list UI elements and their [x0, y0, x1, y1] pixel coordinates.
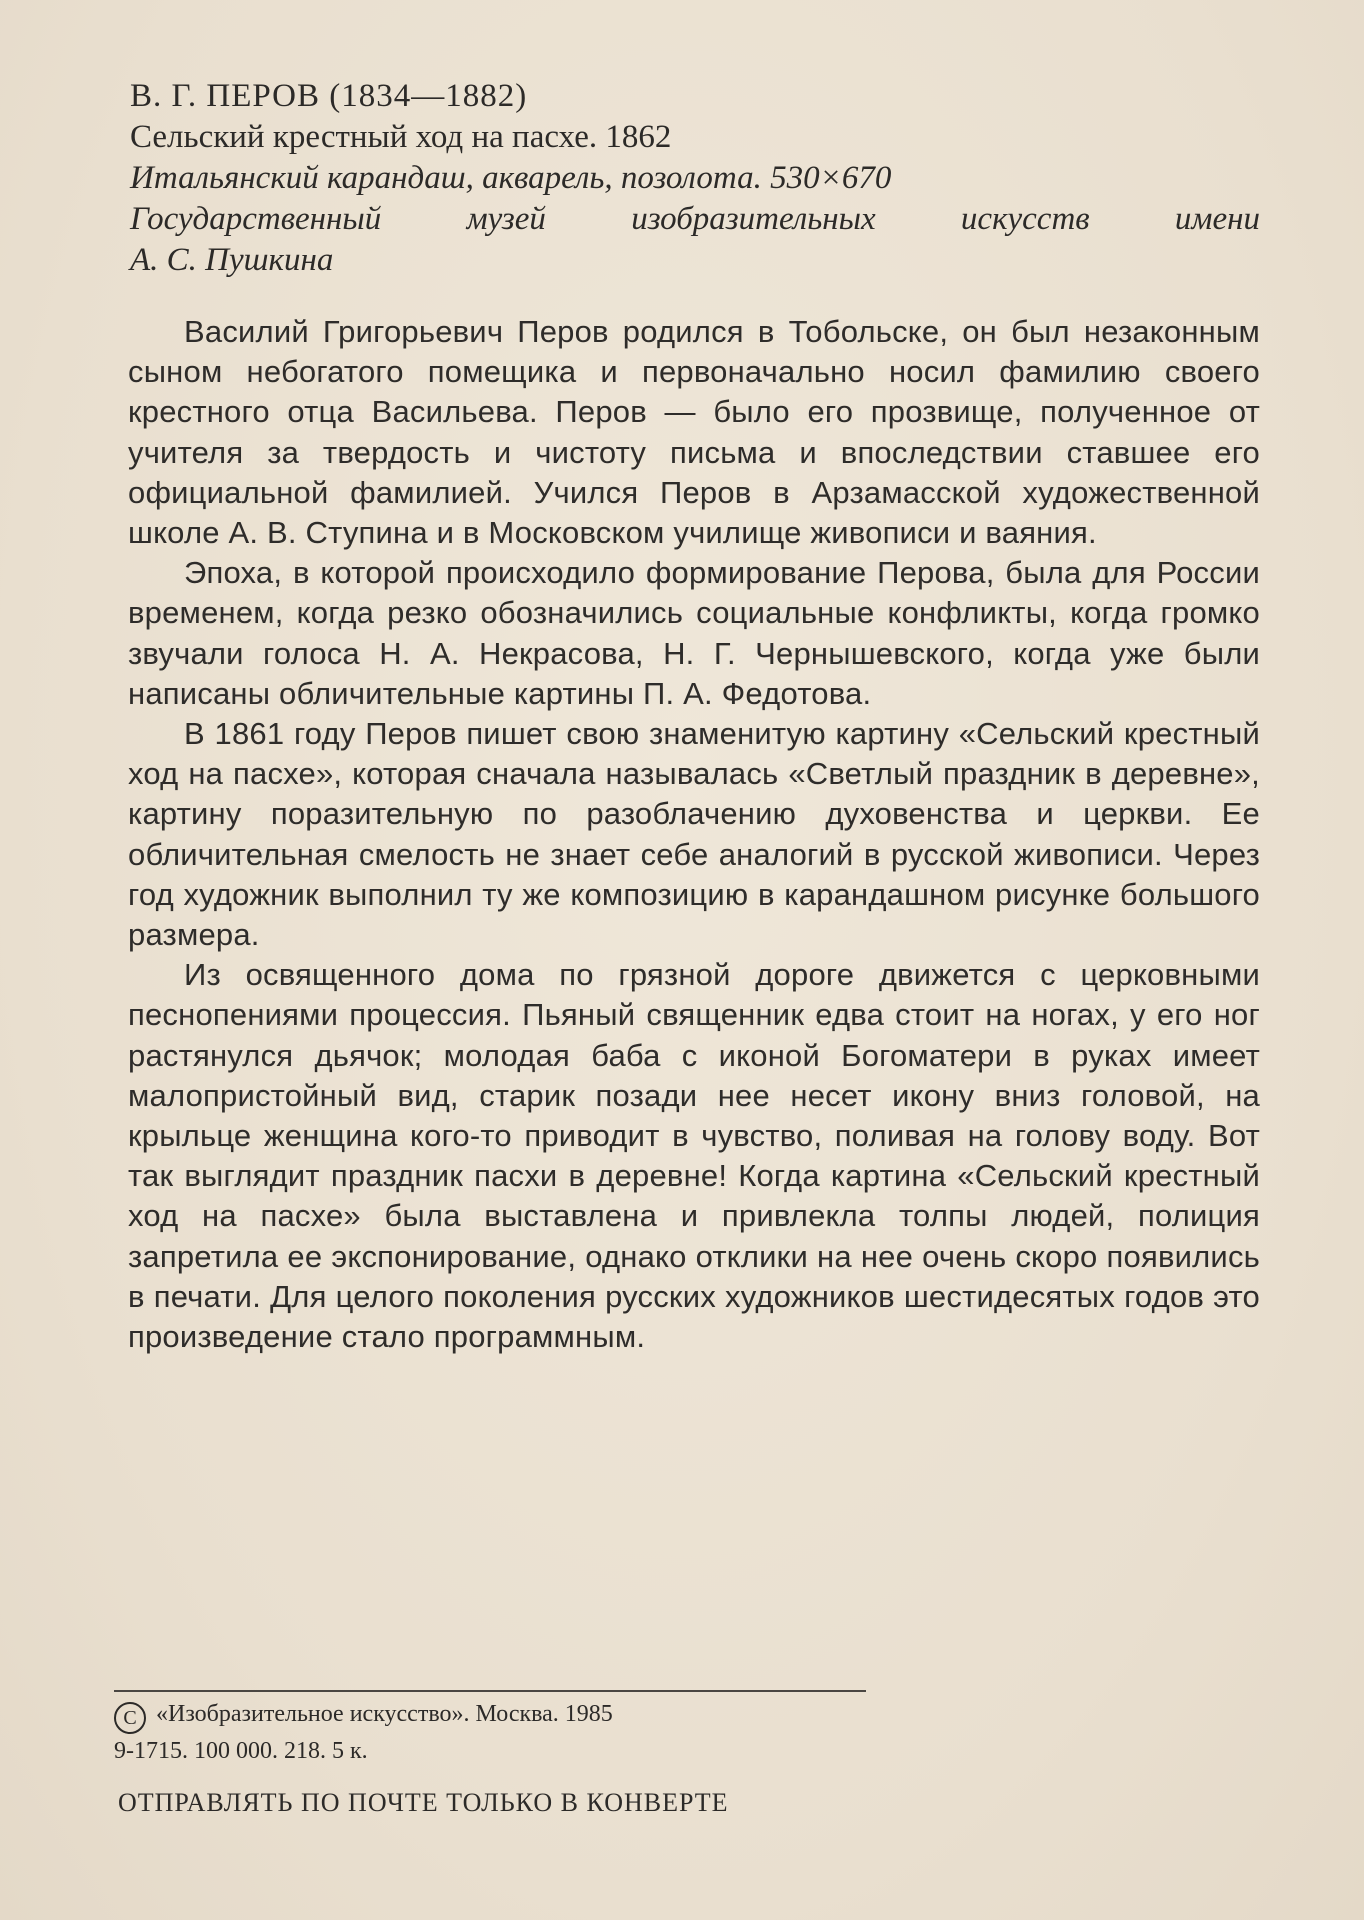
paragraph-4: Из освященного дома по грязной дороге движется с церковными песнопениями процессия. Пьяный священник едва стоит на ногах, у его ног растянулся дьячок; молодая баба с иконой Богоматери в руках имеет малопристойный вид, старик позади нее несет икону вниз головой, на крыльце женщина кого-то приводит в чувство, поливая на голову воду. Вот так выглядит праздник пасхи в деревне! Когда картина «Сельский крестный ход на пасхе» была выставлена и привлекла толпы людей, полиция запретила ее экспонирование, однако отклики на нее очень скоро появились в печати. Для целого поколения русских художников шестидесятых годов это произведение стало программным. — [128, 957, 1260, 1355]
museum-name-line2: А. С. Пушкина — [130, 242, 334, 278]
artist-name: В. Г. ПЕРОВ (1834—1882) — [130, 78, 528, 114]
publisher-text: «Изобразительное искусство». Москва. 1985 — [156, 1701, 613, 1727]
artwork-caption — [130, 76, 1260, 281]
publisher-line — [114, 1697, 613, 1734]
description-text — [128, 312, 1260, 1357]
museum-name-line1: Государственный музей изобразительных искусств имени — [130, 201, 1260, 237]
mailing-note: ОТПРАВЛЯТЬ ПО ПОЧТЕ ТОЛЬКО В КОНВЕРТЕ — [118, 1788, 729, 1817]
footer-divider — [114, 1690, 866, 1692]
copyright-icon: C — [114, 1702, 146, 1734]
publisher-imprint — [114, 1697, 613, 1768]
artwork-title: Сельский крестный ход на пасхе. 1862 — [130, 119, 672, 155]
artwork-technique: Итальянский карандаш, акварель, позолота. 530×670 — [130, 160, 892, 196]
paragraph-1: Василий Григорьевич Перов родился в Тобольске, он был незаконным сыном небогатого помещика и первоначально носил фамилию своего крестного отца Васильева. Перов — было его прозвище, полученное от учителя за твердость и чистоту письма и впоследствии ставшее его официальной фамилией. Учился Перов в Арзамасской художественной школе А. В. Ступина и в Московском училище живописи и ваяния. — [128, 314, 1260, 551]
paragraph-2: Эпоха, в которой происходило формирование Перова, была для России временем, когда резко обозначились социальные конфликты, когда громко звучали голоса Н. А. Некрасова, Н. Г. Чернышевского, когда уже были написаны обличительные картины П. А. Федотова. — [128, 555, 1260, 711]
paragraph-3: В 1861 году Перов пишет свою знаменитую картину «Сельский крестный ход на пасхе», которая сначала называлась «Светлый праздник в деревне», картину поразительную по разоблачению духовенства и церкви. Ее обличительная смелость не знает себе аналогий в русской живописи. Через год художник выполнил ту же композицию в карандашном рисунке большого размера. — [128, 716, 1260, 953]
print-code: 9-1715. 100 000. 218. 5 к. — [114, 1738, 368, 1764]
